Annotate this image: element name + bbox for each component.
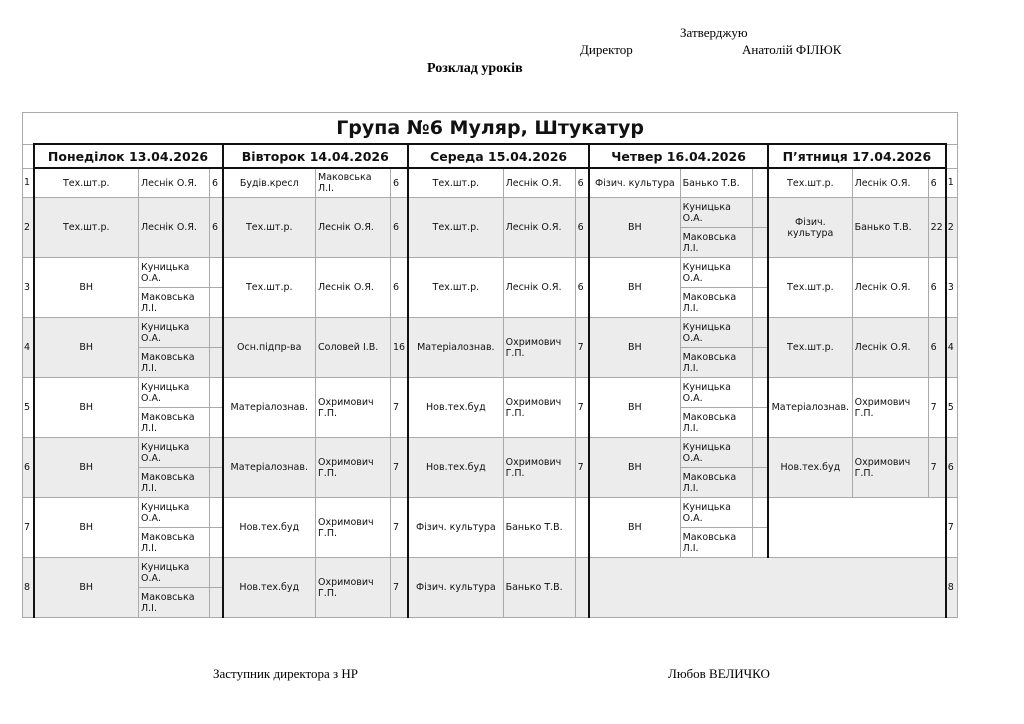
room-cell [210,348,223,378]
subject-cell: Матеріалознав. [223,438,316,498]
room-cell: 6 [928,258,946,318]
room-cell: 6 [391,198,409,258]
teacher-cell: Маковська Л.І. [316,168,391,198]
subject-cell: ВН [34,258,139,318]
subject-cell: ВН [34,498,139,558]
subject-cell: Будів.кресл [223,168,316,198]
day-header: Вівторок 14.04.2026 [223,144,409,168]
lesson-row [23,438,958,468]
teacher-cell: Банько Т.В. [503,558,575,618]
teacher-cell: Маковська Л.І. [680,288,752,318]
director-name: Анатолій ФІЛЮК [742,42,842,57]
day-header: Понеділок 13.04.2026 [34,144,223,168]
teacher-cell: Куницька О.А. [680,378,752,408]
room-cell: 6 [928,168,946,198]
lesson-number: 1 [23,168,34,198]
subject-cell: ВН [589,378,680,438]
teacher-cell: Маковська Л.І. [680,468,752,498]
teacher-cell: Куницька О.А. [139,438,210,468]
teacher-cell: Охримович Г.П. [852,378,928,438]
subject-cell: ВН [34,438,139,498]
teacher-cell: Леснік О.Я. [316,258,391,318]
teacher-cell: Леснік О.Я. [852,258,928,318]
teacher-cell: Маковська Л.І. [139,588,210,618]
subject-cell: ВН [589,318,680,378]
teacher-cell: Куницька О.А. [139,318,210,348]
room-cell [752,318,768,348]
room-cell: 6 [575,198,589,258]
corner-cell [946,144,958,168]
room-cell [575,498,589,558]
room-cell: 7 [928,378,946,438]
teacher-cell: Охримович Г.П. [503,378,575,438]
teacher-cell: Куницька О.А. [139,558,210,588]
teacher-cell: Маковська Л.І. [680,348,752,378]
room-cell [752,198,768,228]
lesson-row [23,318,958,348]
teacher-cell: Охримович Г.П. [503,318,575,378]
subject-cell: Нов.тех.буд [223,558,316,618]
subject-cell: Тех.шт.р. [34,168,139,198]
teacher-cell: Куницька О.А. [680,498,752,528]
teacher-cell: Маковська Л.І. [139,408,210,438]
lesson-number: 8 [946,558,958,618]
day-header: Середа 15.04.2026 [408,144,589,168]
teacher-cell: Маковська Л.І. [139,348,210,378]
subject-cell: Фізич. культура [589,168,680,198]
teacher-cell: Леснік О.Я. [852,168,928,198]
teacher-cell: Леснік О.Я. [139,168,210,198]
room-cell [210,528,223,558]
subject-cell: ВН [589,498,680,558]
subject-cell: Фізич. культура [408,498,503,558]
room-cell: 6 [575,258,589,318]
teacher-cell: Леснік О.Я. [503,168,575,198]
deputy-label: Заступник директора з НР [213,666,359,681]
teacher-cell: Охримович Г.П. [852,438,928,498]
room-cell: 16 [391,318,409,378]
teacher-cell: Охримович Г.П. [316,438,391,498]
day-header: Четвер 16.04.2026 [589,144,768,168]
teacher-cell: Куницька О.А. [680,438,752,468]
teacher-cell: Банько Т.В. [680,168,752,198]
room-cell [752,498,768,528]
subject-cell: Фізич. культура [768,198,852,258]
room-cell [752,258,768,288]
room-cell [210,438,223,468]
teacher-cell: Куницька О.А. [680,318,752,348]
subject-cell: Тех.шт.р. [408,168,503,198]
subject-cell: Тех.шт.р. [768,258,852,318]
subject-cell: Тех.шт.р. [223,258,316,318]
day-header: П’ятниця 17.04.2026 [768,144,946,168]
room-cell: 6 [575,168,589,198]
lesson-number: 7 [946,498,958,558]
room-cell [210,558,223,588]
subject-cell: Тех.шт.р. [408,198,503,258]
subject-cell: Тех.шт.р. [223,198,316,258]
teacher-cell: Куницька О.А. [139,498,210,528]
teacher-cell: Соловей І.В. [316,318,391,378]
room-cell: 7 [391,498,409,558]
room-cell: 6 [210,168,223,198]
lesson-number: 7 [23,498,34,558]
subject-cell: ВН [589,438,680,498]
teacher-cell: Маковська Л.І. [680,408,752,438]
lesson-number: 1 [946,168,958,198]
lesson-row [23,498,958,528]
teacher-cell: Куницька О.А. [680,198,752,228]
room-cell: 7 [928,438,946,498]
room-cell: 6 [928,318,946,378]
teacher-cell: Куницька О.А. [139,258,210,288]
teacher-cell: Леснік О.Я. [503,198,575,258]
subject-cell: ВН [34,558,139,618]
room-cell: 7 [575,378,589,438]
subject-cell: ВН [34,378,139,438]
empty-lesson [768,498,946,558]
room-cell [752,438,768,468]
teacher-cell: Леснік О.Я. [852,318,928,378]
teacher-cell: Маковська Л.І. [680,228,752,258]
room-cell: 7 [575,438,589,498]
teacher-cell: Банько Т.В. [852,198,928,258]
teacher-cell: Леснік О.Я. [503,258,575,318]
room-cell [752,288,768,318]
empty-lesson [589,558,946,618]
teacher-cell: Куницька О.А. [139,378,210,408]
room-cell [210,378,223,408]
lesson-number: 4 [946,318,958,378]
lesson-row [23,168,958,198]
room-cell [210,408,223,438]
deputy-name: Любов ВЕЛИЧКО [668,666,770,681]
teacher-cell: Куницька О.А. [680,258,752,288]
room-cell: 7 [575,318,589,378]
lesson-number: 6 [946,438,958,498]
corner-cell [23,144,34,168]
subject-cell: Тех.шт.р. [768,318,852,378]
subject-cell: Нов.тех.буд [408,378,503,438]
room-cell [210,288,223,318]
room-cell [575,558,589,618]
group-title: Група №6 Муляр, Штукатур [23,113,958,145]
room-cell [210,468,223,498]
teacher-cell: Банько Т.В. [503,498,575,558]
room-cell [752,528,768,558]
director-label: Директор [580,42,633,57]
teacher-cell: Маковська Л.І. [139,468,210,498]
subject-cell: Тех.шт.р. [768,168,852,198]
lesson-row [23,558,958,588]
subject-cell: ВН [589,258,680,318]
room-cell: 6 [210,198,223,258]
lesson-row [23,258,958,288]
subject-cell: ВН [589,198,680,258]
lesson-number: 2 [23,198,34,258]
schedule-table [22,112,958,618]
room-cell [752,168,768,198]
subject-cell: Матеріалознав. [768,378,852,438]
subject-cell: Тех.шт.р. [34,198,139,258]
subject-cell: Нов.тех.буд [223,498,316,558]
teacher-cell: Маковська Л.І. [680,528,752,558]
lesson-row [23,198,958,228]
lesson-number: 4 [23,318,34,378]
subject-cell: ВН [34,318,139,378]
room-cell: 7 [391,378,409,438]
teacher-cell: Леснік О.Я. [316,198,391,258]
document-title: Розклад уроків [427,61,523,76]
lesson-row [23,378,958,408]
lesson-number: 8 [23,558,34,618]
room-cell: 7 [391,438,409,498]
room-cell: 22 [928,198,946,258]
room-cell [210,258,223,288]
room-cell [752,468,768,498]
room-cell: 6 [391,168,409,198]
room-cell [752,378,768,408]
lesson-number: 5 [946,378,958,438]
subject-cell: Нов.тех.буд [408,438,503,498]
lesson-number: 3 [946,258,958,318]
subject-cell: Нов.тех.буд [768,438,852,498]
subject-cell: Матеріалознав. [223,378,316,438]
subject-cell: Осн.підпр-ва [223,318,316,378]
room-cell [752,348,768,378]
lesson-number: 2 [946,198,958,258]
teacher-cell: Охримович Г.П. [503,438,575,498]
approve-label: Затверджую [680,25,748,40]
teacher-cell: Охримович Г.П. [316,498,391,558]
room-cell [210,588,223,618]
room-cell [210,318,223,348]
lesson-number: 5 [23,378,34,438]
subject-cell: Тех.шт.р. [408,258,503,318]
teacher-cell: Маковська Л.І. [139,528,210,558]
teacher-cell: Охримович Г.П. [316,558,391,618]
room-cell [210,498,223,528]
teacher-cell: Маковська Л.І. [139,288,210,318]
lesson-number: 6 [23,438,34,498]
teacher-cell: Охримович Г.П. [316,378,391,438]
room-cell [752,228,768,258]
subject-cell: Фізич. культура [408,558,503,618]
teacher-cell: Леснік О.Я. [139,198,210,258]
room-cell: 7 [391,558,409,618]
room-cell: 6 [391,258,409,318]
subject-cell: Матеріалознав. [408,318,503,378]
room-cell [752,408,768,438]
lesson-number: 3 [23,258,34,318]
